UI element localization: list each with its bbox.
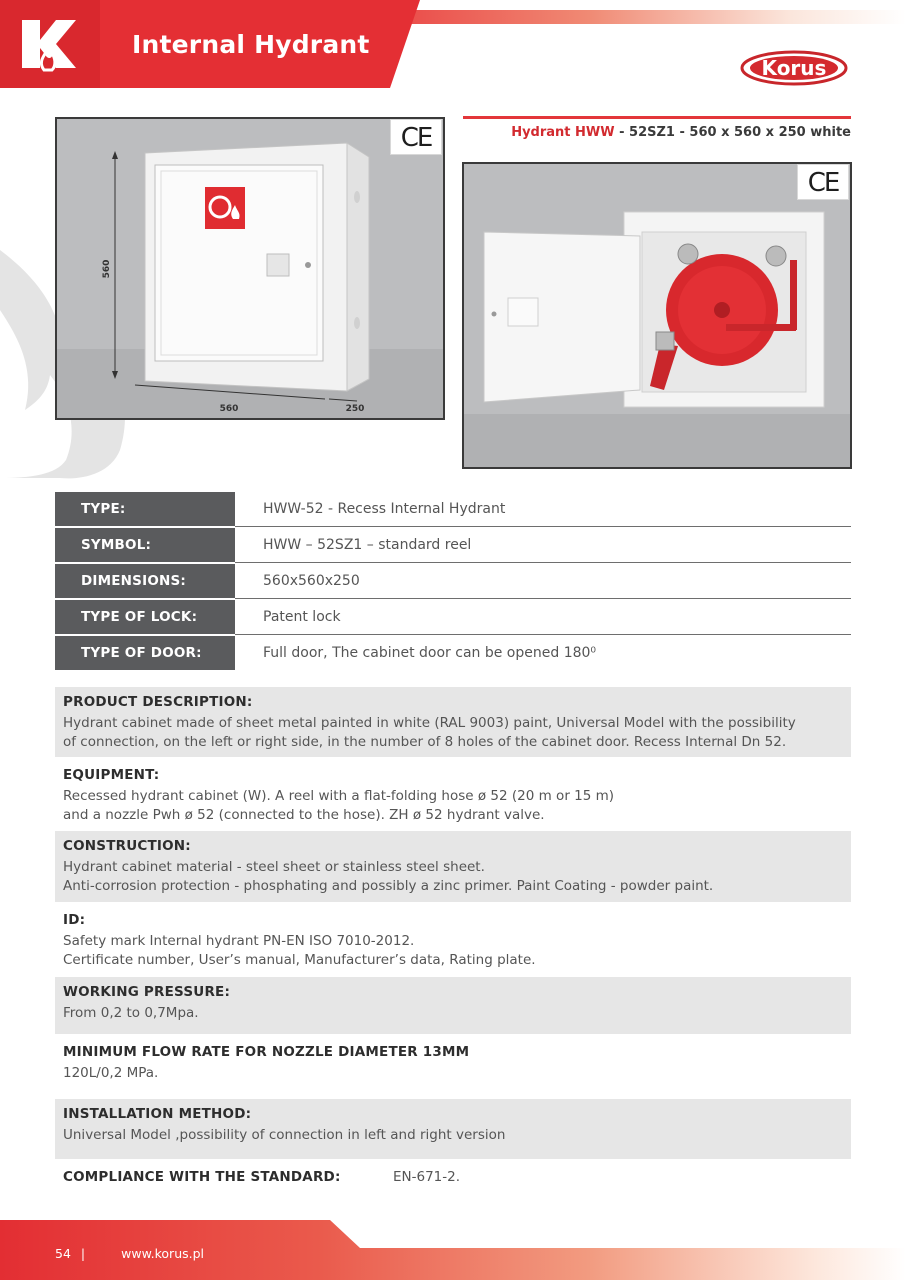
- brand-k-logo: [0, 0, 100, 88]
- spec-row-type: [55, 492, 851, 528]
- row-divider: [235, 598, 851, 599]
- spec-value: Full door, The cabinet door can be opened 180⁰: [263, 645, 597, 661]
- row-divider: [235, 634, 851, 635]
- section-line: Hydrant cabinet material - steel sheet or stainless steel sheet.: [63, 859, 485, 875]
- korus-logo: [740, 50, 848, 86]
- logo-text: Korus: [761, 56, 827, 80]
- spec-value: 560x560x250: [263, 573, 360, 589]
- row-divider: [235, 562, 851, 563]
- closed-cabinet-photo: [55, 117, 445, 420]
- section-title: CONSTRUCTION:: [63, 838, 191, 854]
- section-compliance: [63, 1169, 461, 1185]
- header-gradient-band: [330, 10, 906, 24]
- spec-row-lock: [55, 600, 851, 636]
- section-line: Anti-corrosion protection - phosphating and possibly a zinc primer. Paint Coating - powder paint.: [63, 878, 714, 894]
- section-equipment: [55, 760, 851, 830]
- section-title: INSTALLATION METHOD:: [63, 1106, 252, 1122]
- spec-label: TYPE OF LOCK:: [55, 600, 235, 634]
- section-product-description: [55, 687, 851, 757]
- section-title: ID:: [63, 912, 86, 928]
- section-title: WORKING PRESSURE:: [63, 984, 231, 1000]
- section-line: Universal Model ,possibility of connection in left and right version: [63, 1127, 506, 1143]
- ce-mark-right: CE: [797, 164, 849, 200]
- spec-label: TYPE OF DOOR:: [55, 636, 235, 670]
- page-number: 54: [55, 1246, 71, 1261]
- section-title: COMPLIANCE WITH THE STANDARD:: [63, 1169, 341, 1185]
- spec-value: Patent lock: [263, 609, 341, 625]
- section-value: EN-671-2.: [393, 1169, 461, 1185]
- section-installation: [55, 1099, 851, 1159]
- footer-url[interactable]: www.korus.pl: [121, 1246, 205, 1261]
- spec-row-dimensions: [55, 564, 851, 600]
- section-line: of connection, on the left or right side, in the number of 8 holes of the cabinet door. Recess Internal Dn 52.: [63, 734, 787, 750]
- spec-value: HWW – 52SZ1 – standard reel: [263, 537, 472, 553]
- footer-text: [55, 1246, 204, 1261]
- section-line: Recessed hydrant cabinet (W). A reel with a flat-folding hose ø 52 (20 m or 15 m): [63, 788, 615, 804]
- page-title: Internal Hydrant: [132, 30, 370, 59]
- section-construction: [55, 831, 851, 902]
- section-line: Hydrant cabinet made of sheet metal painted in white (RAL 9003) paint, Universal Model with the possibility: [63, 715, 796, 731]
- section-id: [55, 905, 851, 975]
- spec-row-symbol: [55, 528, 851, 564]
- ce-mark-left: CE: [390, 119, 442, 155]
- footer-separator: |: [80, 1246, 86, 1261]
- section-line: and a nozzle Pwh ø 52 (connected to the hose). ZH ø 52 hydrant valve.: [63, 807, 545, 823]
- spec-table: [55, 492, 851, 672]
- section-title: PRODUCT DESCRIPTION:: [63, 694, 253, 710]
- open-cabinet-photo: [462, 162, 852, 469]
- product-title-rest: - 52SZ1 - 560 x 560 x 250 white: [614, 125, 851, 140]
- title-rule: [463, 116, 851, 119]
- spec-label: DIMENSIONS:: [55, 564, 235, 598]
- spec-row-door: [55, 636, 851, 672]
- section-title: MINIMUM FLOW RATE FOR NOZZLE DIAMETER 13MM: [63, 1044, 470, 1060]
- product-title: [463, 125, 851, 140]
- footer-cutout: [330, 1220, 906, 1248]
- section-minimum-flow: [55, 1037, 851, 1097]
- spec-label: TYPE:: [55, 492, 235, 526]
- product-title-prefix: Hydrant HWW: [511, 125, 615, 140]
- dim-width-label: 560: [219, 404, 239, 414]
- dim-height-label: 560: [102, 259, 112, 279]
- section-working-pressure: [55, 977, 851, 1034]
- section-line: Certificate number, User’s manual, Manufacturer’s data, Rating plate.: [63, 952, 536, 968]
- row-divider: [235, 526, 851, 527]
- section-line: From 0,2 to 0,7Mpa.: [63, 1005, 199, 1021]
- section-title: EQUIPMENT:: [63, 767, 160, 783]
- section-line: 120L/0,2 MPa.: [63, 1065, 159, 1081]
- dim-depth-label: 250: [345, 404, 365, 414]
- section-line: Safety mark Internal hydrant PN-EN ISO 7010-2012.: [63, 933, 415, 949]
- spec-value: HWW-52 - Recess Internal Hydrant: [263, 501, 506, 517]
- spec-label: SYMBOL:: [55, 528, 235, 562]
